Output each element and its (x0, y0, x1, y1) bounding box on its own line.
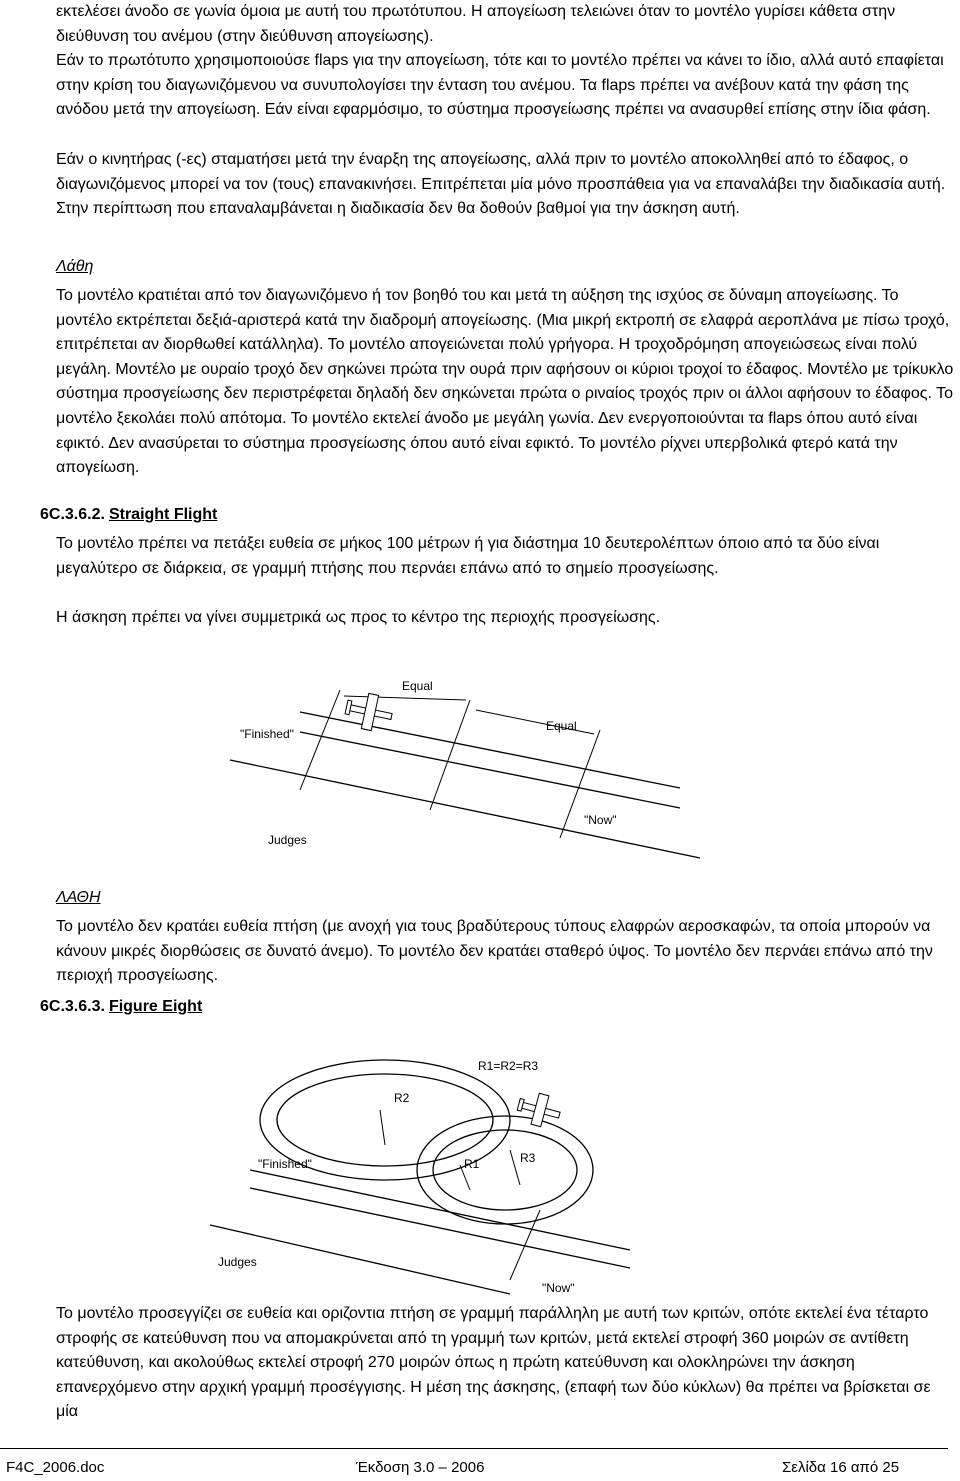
equal-label-top: Equal (402, 679, 433, 693)
errors-heading-takeoff: Λάθη (56, 258, 94, 275)
finished-label: "Finished" (258, 1157, 312, 1171)
footer-page-number: Σελίδα 16 από 25 (782, 1459, 900, 1476)
section-title: Straight Flight (108, 506, 218, 523)
paragraph-straight-flight: Το μοντέλο πρέπει να πετάξει ευθεία σε μήκος 100 μέτρων ή για διάστημα 10 δευτερολέπτων όποιο από τα δύο είναι μεγαλύτερο σε διάρκεια, σε γραμμή πτήσης που περνάει επάνω από το σημείο προσγείωσης. (56, 535, 880, 577)
flight-path-line-top (300, 712, 680, 788)
section-heading-figure-eight (40, 997, 202, 1017)
equal-arrow-left (344, 696, 466, 700)
centre-marker (430, 700, 470, 810)
r2-label: R2 (394, 1091, 410, 1105)
paragraph-errors-straight-flight: Το μοντέλο δεν κρατάει ευθεία πτήση (με ανοχή για τους βραδύτερους τύπους ελαφρών αεροσκαφών, τα οποία μπορούν να κάνουν μικρές διορθώσεις σε δυνατό άνεμο). Το μοντέλο δεν κρατάει σταθερό ύψος. Το μοντέλο δεν περνάει επάνω από την περιοχή προσγείωσης. (56, 918, 933, 985)
section-number: 6C.3.6.3. (40, 998, 105, 1015)
now-label: "Now" (542, 1281, 575, 1295)
footer-filename: F4C_2006.doc (6, 1459, 105, 1476)
now-marker (510, 1210, 540, 1280)
equal-label-right: Equal (546, 719, 577, 733)
straight-flight-diagram (220, 670, 740, 860)
finished-label: "Finished" (240, 727, 294, 741)
paragraph-figure-eight: Το μοντέλο προσεγγίζει σε ευθεία και οριζοντια πτήση σε γραμμή παράλληλη με αυτή των κριτών, οπότε εκτελεί ένα τέταρτο στροφής σε κατεύθυνση που να απομακρύνεται από τη γραμμή των κριτών, μετά εκτελεί στροφή 360 μοιρών σε αντίθετη κατεύθυνση, και ακολούθως εκτελεί στροφή 270 μοιρών όπως η πρώτη κατεύθυνση και ολοκληρώνει την άσκηση επανερχόμενο στην αρχική γραμμή προσέγγισης. Η μέση της άσκησης, (επαφή των δύο κύκλων) θα πρέπει να βρίσκεται σε μία (56, 1305, 931, 1421)
errors-heading-straight-flight: ΛΑΘΗ (56, 889, 101, 906)
paragraph-symmetry: Η άσκηση πρέπει να γίνει συμμετρικά ως προς το κέντρο της περιοχής προσγείωσης. (56, 609, 661, 626)
r1-label: R1 (464, 1157, 480, 1171)
left-loop-inner (277, 1074, 493, 1166)
section-heading-straight-flight (40, 505, 217, 525)
airplane-icon (515, 1089, 564, 1131)
approach-line-bottom (250, 1188, 630, 1268)
radii-label: R1=R2=R3 (478, 1059, 539, 1073)
paragraph-engine-restart: Εάν ο κινητήρας (-ες) σταματήσει μετά την έναρξη της απογείωσης, αλλά πριν το μοντέλο αποκολληθεί από το έδαφος, ο διαγωνιζόμενος μπορεί να τον (τους) επανακινήσει. Επιτρέπεται μία μόνο προσπάθεια για να επαναλάβει την διαδικασία αυτή. Στην περίπτωση που επαναλαμβάνεται η διαδικασία δεν θα δοθούν βαθμοί για την άσκηση αυτή. (56, 151, 946, 218)
approach-line-top (250, 1170, 630, 1250)
footer-edition: Έκδοση 3.0 – 2006 (356, 1459, 485, 1476)
judges-label: Judges (218, 1255, 257, 1269)
paragraph-flaps: Εάν το πρωτότυπο χρησιμοποιούσε flaps για την απογείωση, τότε και το μοντέλο πρέπει να κάνει το ίδιο, αλλά αυτό επαφίεται στην κρίση του διαγωνιζόμενου να συνυπολογίσει την ένταση του ανέμου. Τα flaps πρέπει να ανέβουν κατά την φάση της ανόδου μετά την απογείωση. Εάν είναι εφαρμόσιμο, το σύστημα προσγείωσης πρέπει να ανασυρθεί επίσης στην ίδια φάση. (56, 52, 944, 119)
right-loop-outer (417, 1116, 593, 1224)
figure-eight-diagram (210, 1050, 650, 1300)
flight-path-line-bottom (300, 732, 680, 808)
section-title: Figure Eight (108, 998, 203, 1015)
section-number: 6C.3.6.2. (40, 506, 105, 523)
finish-marker (300, 690, 340, 790)
now-label: "Now" (584, 813, 617, 827)
radius-arrow-r3 (510, 1150, 520, 1185)
r3-label: R3 (520, 1151, 536, 1165)
judges-label: Judges (268, 833, 307, 847)
footer-divider (0, 1448, 948, 1449)
paragraph-takeoff-end: εκτελέσει άνοδο σε γωνία όμοια με αυτή του πρωτότυπου. Η απογείωση τελειώνει όταν το μοντέλο γυρίσει κάθετα στην διεύθυνση του ανέμου (στην διεύθυνση απογείωσης). (56, 3, 896, 45)
paragraph-errors-takeoff: Το μοντέλο κρατιέται από τον διαγωνιζόμενο ή τον βοηθό του και μετά τη αύξηση της ισχύος σε δύναμη απογείωσης. Το μοντέλο εκτρέπεται δεξιά-αριστερά κατά την διαδρομή απογείωσης. (Μια μικρή εκτροπή σε ελαφρά αεροπλάνα με πίσω τροχό, επιτρέπεται αν διορθωθεί κατάλληλα). Το μοντέλο απογειώνεται πολύ γρήγορα. Η τροχοδρόμηση απογειώσεως είναι πολύ μεγάλη. Μοντέλο με ουραίο τροχό δεν σηκώνει πρώτα την ουρά πριν αφήσουν οι κύριοι τροχοί το έδαφος. Μοντέλο με τρίκυκλο σύστημα προσγείωσης δεν περιστρέφεται δηλαδή δεν σηκώνεται πρώτα ο ριναίος τροχός πριν οι άλλοι αφήσουν το έδαφος. Το μοντέλο ξεκολάει πολύ απότομα. Το μοντέλο εκτελεί άνοδο με μεγάλη γωνία. Δεν ενεργοποιούνται τα flaps όπου αυτό είναι εφικτό. Δεν ανασύρεται το σύστημα προσγείωσης όπου αυτό είναι εφικτό. Το μοντέλο ρίχνει υπερβολικά φτερό κατά την απογείωση. (56, 287, 954, 477)
radius-arrow-r2 (380, 1110, 385, 1145)
